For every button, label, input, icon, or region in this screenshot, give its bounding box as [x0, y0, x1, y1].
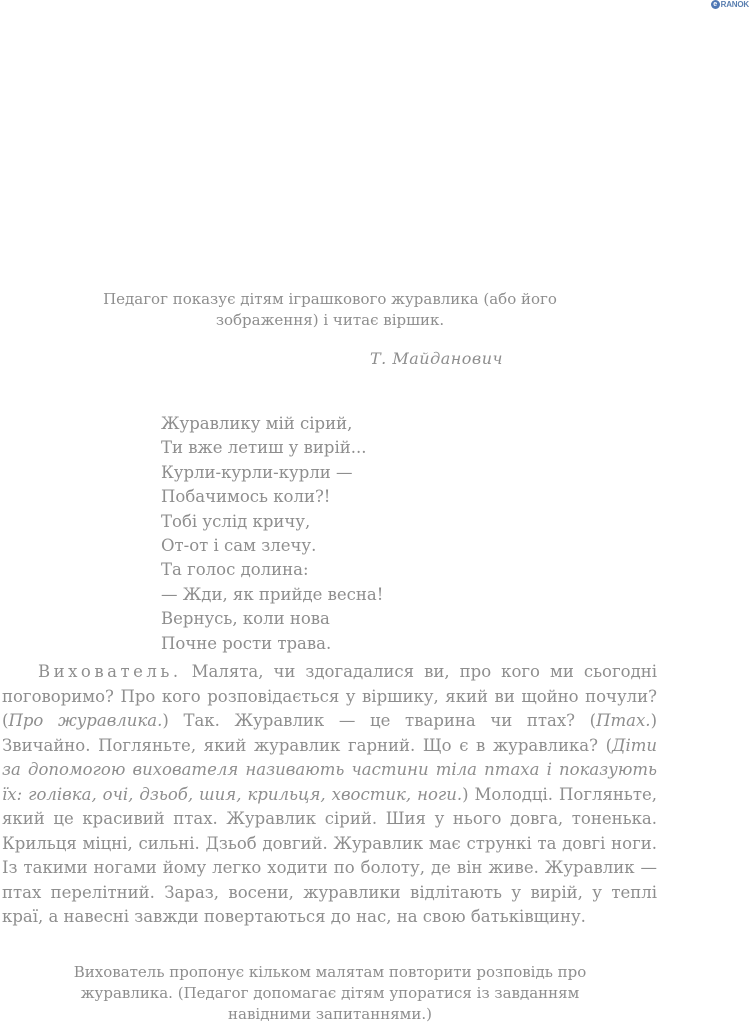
poem-author: Т. Майданович [370, 349, 503, 368]
logo-text: RANOK [720, 0, 749, 9]
speech-text: ) Молодці. Погляньте, який це красивий птах. Журавлик сірий. Шия у нього довга, тоненька. Крильця міцні, сильні. Дзьоб довгий. Журавлик має стрункі та довгі ноги. Із такими ногами йому легко ходити по болоту, де він живе. Журавлик — птах перелітний. Зараз, восени, журавлики відлітають у вирій, у теплі краї, а навесні завжди повертаються до нас, на свою батьківщину. [2, 784, 657, 926]
intro-text: Педагог показує дітям іграшкового журавлика (або його зображення) і читає віршик. [103, 290, 557, 329]
poem-line: Вернусь, коли нова [161, 609, 330, 629]
speech-text: ) Так. Журавлик — це тварина чи птах? ( [162, 711, 597, 730]
poem-line: От-от і сам злечу. [161, 536, 317, 556]
poem-line: Тобі услід кричу, [161, 511, 311, 531]
poem-line: Курли-курли-курли — [161, 462, 353, 482]
answer-text: Про журавлика. [8, 711, 163, 730]
poem-line: Почне рости трава. [161, 633, 332, 653]
speaker-label: Вихователь. [38, 662, 182, 681]
poem-line: Ти вже летиш у вирій... [161, 438, 367, 458]
closing-note: Вихователь пропонує кільком малятам повторити розповідь про журавлика. (Педагог допомагає дітям упоратися із завданням навідними запитаннями.) [73, 963, 587, 1023]
logo-mark-icon: е [711, 0, 720, 9]
poem-line: Журавлику мій сірий, [161, 414, 353, 433]
poem [161, 412, 383, 656]
speech-text: ) Звичайно. Погляньте, який журавлик гарний. Що є в журавлика? ( [2, 711, 657, 755]
poem-line: Та голос долина: [161, 560, 309, 580]
teacher-speech [2, 660, 657, 930]
answer-text: Птах. [596, 711, 651, 730]
poem-line: — Жди, як прийде весна! [161, 584, 384, 604]
speech-text: Малята, чи здогадалися ви, про кого ми сьогодні поговоримо? Про кого розповідається у віршику, який ви щойно почули? ( [2, 662, 657, 730]
stage-direction: Діти за допомогою вихователя називають частини тіла птаха і показують їх: голівка, очі, дзьоб, шия, крильця, хвостик, ноги. [2, 735, 657, 804]
poem-line: Побачимось коли?! [161, 487, 331, 507]
publisher-logo [711, 0, 749, 9]
